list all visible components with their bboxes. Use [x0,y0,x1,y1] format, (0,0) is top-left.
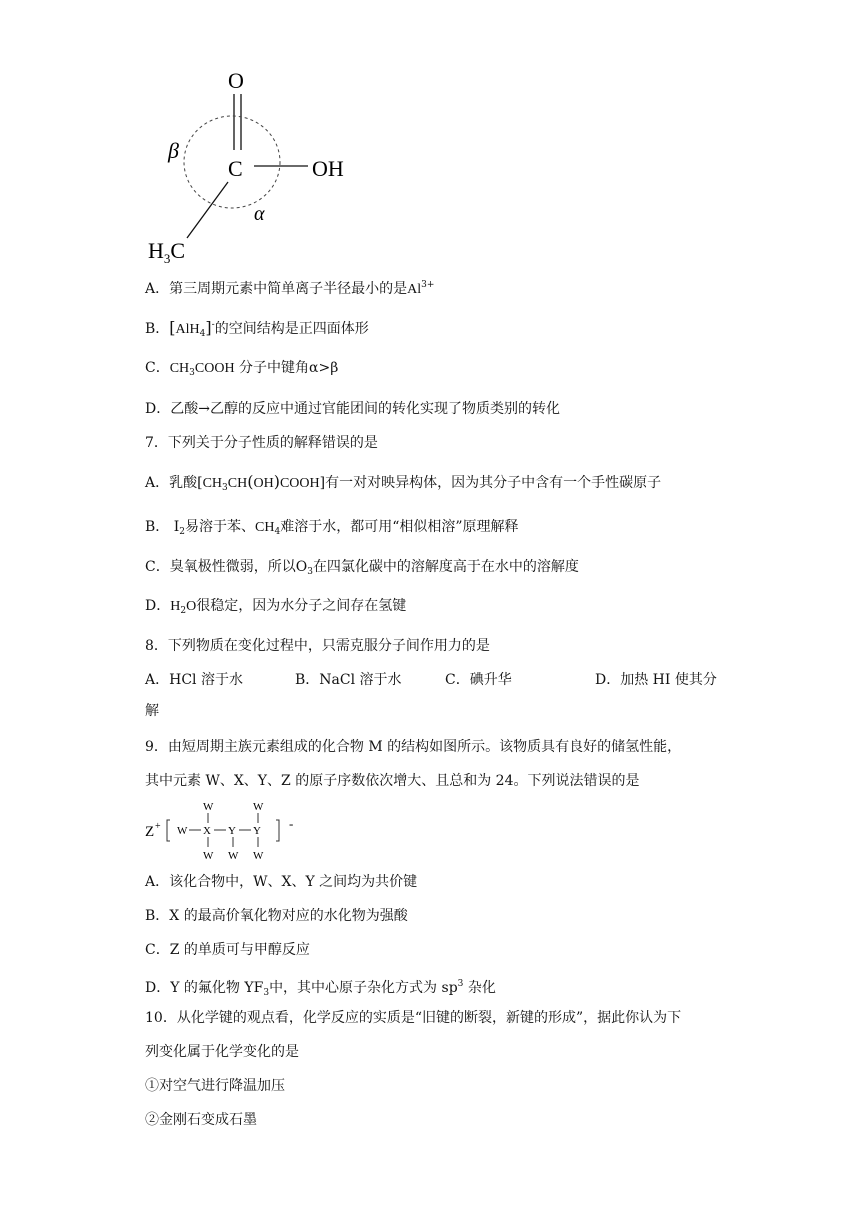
svg-text:+: + [155,821,161,832]
atom-o: O [228,68,244,93]
q9-option-a: A．该化合物中，W、X、Y 之间均为共价键 [145,874,418,890]
atom-h3c: $H_3C$ [148,238,186,266]
q7-option-c: C．臭氧极性微弱，所以$O_3$在四氯化碳中的溶解度高于在水中的溶解度 [145,559,579,577]
acetic-acid-structure-figure [140,60,370,270]
q6-option-a: A．第三周期元素中简单离子半径最小的是$Al^{3+}$ [145,280,435,297]
svg-text:X: X [203,825,211,837]
svg-text:W: W [203,850,214,862]
q9-stem-line1: 9．由短周期主族元素组成的化合物 M 的结构如图所示。该物质具有良好的储氢性能， [145,739,682,755]
svg-text:W: W [228,850,239,862]
svg-text:Y: Y [228,825,236,837]
q9-option-c: C．Z 的单质可与甲醇反应 [145,942,310,958]
q10-item-2: ②金刚石变成石墨 [145,1112,257,1128]
atom-c: C [228,156,243,181]
q9-option-d: D．Y 的氟化物 $YF_3$中，其中心原子杂化方式为 $sp^3$ 杂化 [145,979,496,998]
q10-stem-line2: 列变化属于化学变化的是 [145,1044,299,1060]
angle-alpha-label: α [254,203,265,225]
q8-option-d: D．加热 HI 使其分 [595,672,717,688]
svg-text:W: W [253,850,264,862]
q8-option-d-wrap: 解 [145,703,159,719]
q8-option-a: A．HCl 溶于水 [145,672,243,688]
q8-stem: 8．下列物质在变化过程中，只需克服分子间作用力的是 [145,638,490,654]
q6-option-b: B．[AlH$_4$]-的空间结构是正四面体形 [145,318,369,339]
svg-text:W: W [177,825,188,837]
q8-option-b: B．NaCl 溶于水 [295,672,402,688]
svg-text:-: - [289,816,294,831]
q8-options [145,670,717,690]
q9-option-b: B．X 的最高价氧化物对应的水化物为强酸 [145,908,408,924]
svg-text:W: W [253,801,264,813]
q7-option-d: D．$H_2O$很稳定，因为水分子之间存在氢键 [145,598,407,616]
q7-stem: 7．下列关于分子性质的解释错误的是 [145,435,378,451]
svg-text:Y: Y [253,825,261,837]
q8-option-c: C．碘升华 [445,672,512,688]
q10-item-1: ①对空气进行降温加压 [145,1078,285,1094]
svg-text:W: W [203,801,214,813]
q7-option-b: B． $I_2$易溶于苯、$CH_4$难溶于水，都可用“相似相溶”原理解释 [145,519,519,537]
q6-option-c: C．$CH_3COOH$ 分子中键角α>β [145,360,339,378]
compound-m-structure-figure [143,796,303,864]
q9-stem-line2: 其中元素 W、X、Y、Z 的原子序数依次增大、且总和为 24。下列说法错误的是 [145,773,640,789]
svg-text:Z: Z [145,824,155,840]
q6-option-d: D．乙酸→乙醇的反应中通过官能团间的转化实现了物质类别的转化 [145,401,560,417]
q10-stem-line1: 10．从化学键的观点看，化学反应的实质是“旧键的断裂，新键的形成”，据此你认为下 [145,1010,682,1026]
angle-beta-label: β [168,138,179,163]
atom-oh: OH [312,156,344,181]
q7-option-a: A．乳酸$[CH_3CH(OH)COOH]$有一对对映异构体，因为其分子中含有一个手性碳原子 [145,472,662,493]
